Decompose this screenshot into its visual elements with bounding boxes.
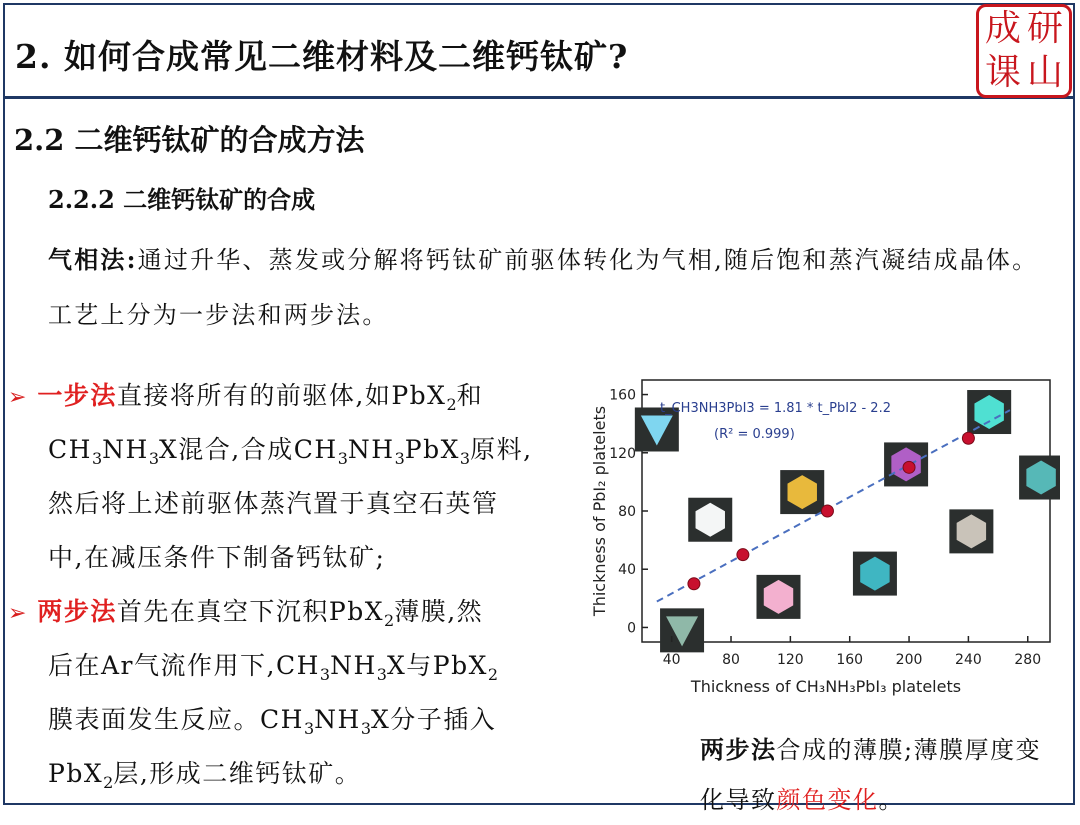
text-run: 层,形成二维钙钛矿。 <box>113 759 362 788</box>
seal-char-2: 研 <box>1027 8 1064 49</box>
logo-seal <box>976 4 1072 98</box>
one-step-term: 一步法 <box>37 381 117 410</box>
text-run: 和 <box>456 381 484 410</box>
y-tick-label: 120 <box>609 445 636 462</box>
bullet-arrow-icon: ➢ <box>8 601 28 626</box>
bullet-two-step-line-3 <box>48 700 496 738</box>
x-tick-label: 240 <box>955 652 982 668</box>
subscript: 3 <box>360 719 371 738</box>
caption-end: 。 <box>878 786 904 814</box>
chart-svg <box>585 370 1060 705</box>
subscript: 2 <box>384 611 395 630</box>
text-run: 首先在真空下沉积PbX <box>116 597 385 626</box>
text-run: NH <box>330 651 377 680</box>
bullet-one-step-line-4: 中,在减压条件下制备钙钛矿; <box>48 543 386 572</box>
text-run: 原料, <box>470 435 533 464</box>
caption-term: 两步法 <box>700 735 777 764</box>
bullet-one-step-line-1 <box>8 376 483 414</box>
section-title: 2.2 二维钙钛矿的合成方法 <box>14 123 365 157</box>
text-run: NH <box>314 705 361 734</box>
bullet-one-step-line-3: 然后将上述前驱体蒸汽置于真空石英管 <box>48 489 499 518</box>
bullet-two-step-line-1 <box>8 592 483 630</box>
text-run: 直接将所有的前驱体,如PbX <box>116 381 447 410</box>
subscript: 3 <box>459 449 471 468</box>
seal-char-4: 山 <box>1027 52 1064 93</box>
subscript: 2 <box>103 773 114 792</box>
y-tick-label: 160 <box>609 387 636 404</box>
thickness-chart <box>585 370 1060 705</box>
caption-highlight: 颜色变化 <box>776 786 879 814</box>
text-run: 薄膜,然 <box>394 597 484 626</box>
fit-equation: t_CH3NH3PbI3 = 1.81 * t_PbI2 - 2.2 <box>660 401 891 416</box>
text-run: PbX <box>48 759 104 788</box>
subscript: 3 <box>319 665 331 684</box>
y-axis-label: Thickness of PbI₂ platelets <box>590 405 609 617</box>
page-title: 2. 如何合成常见二维材料及二维钙钛矿? <box>15 37 629 76</box>
bullet-arrow-icon: ➢ <box>8 385 28 410</box>
data-point <box>821 505 833 517</box>
y-tick-label: 40 <box>618 562 636 579</box>
text-run: NH <box>102 435 149 464</box>
text-run: X与PbX <box>386 651 488 680</box>
text-run: CH <box>48 435 92 464</box>
x-tick-label: 40 <box>662 652 681 668</box>
data-point <box>962 432 974 444</box>
text-run: 膜表面发生反应。CH <box>48 705 304 734</box>
x-tick-label: 200 <box>895 652 923 668</box>
text-run: NH <box>347 435 395 464</box>
r-squared-label: (R² = 0.999) <box>714 427 795 442</box>
x-tick-label: 280 <box>1014 652 1042 668</box>
seal-char-1: 成 <box>985 8 1022 49</box>
figure-caption <box>700 725 1060 825</box>
caption-text: 合成的薄膜;薄膜厚度变化导致 <box>700 736 1042 814</box>
intro-paragraph <box>48 232 1063 343</box>
text-run: X分子插入 <box>371 705 497 734</box>
bullet-one-step-line-2 <box>48 430 533 468</box>
subscript: 3 <box>394 449 405 468</box>
intro-text: 通过升华、蒸发或分解将钙钛矿前驱体转化为气相,随后饱和蒸汽凝结成晶体。工艺上分为一步法和两步法。 <box>48 246 1039 329</box>
y-tick-label: 0 <box>627 620 636 637</box>
x-tick-label: 120 <box>776 652 804 668</box>
subscript: 3 <box>148 449 159 468</box>
subscript: 3 <box>303 719 315 738</box>
title-bar <box>3 3 1075 99</box>
text-run: X混合,合成CH <box>159 435 338 464</box>
data-point <box>737 549 749 561</box>
subscript: 2 <box>487 665 499 684</box>
subscript: 3 <box>376 665 387 684</box>
data-point <box>903 461 915 473</box>
bullet-two-step-line-2 <box>48 646 498 684</box>
seal-char-3: 课 <box>985 52 1022 93</box>
subscript: 3 <box>91 449 103 468</box>
subscript: 2 <box>446 395 457 414</box>
x-tick-label: 80 <box>722 652 740 668</box>
text-run: 后在Ar气流作用下,CH <box>48 651 320 680</box>
subscript: 3 <box>337 449 348 468</box>
intro-term: 气相法: <box>48 245 138 274</box>
subsection-title: 2.2.2 二维钙钛矿的合成 <box>48 185 316 214</box>
data-point <box>688 578 700 590</box>
x-tick-label: 160 <box>836 652 864 668</box>
x-axis-label: Thickness of CH₃NH₃PbI₃ platelets <box>690 677 962 696</box>
text-run: PbX <box>404 435 460 464</box>
y-tick-label: 80 <box>618 504 636 520</box>
bullet-two-step-line-4 <box>48 754 361 792</box>
two-step-term: 两步法 <box>37 597 117 626</box>
